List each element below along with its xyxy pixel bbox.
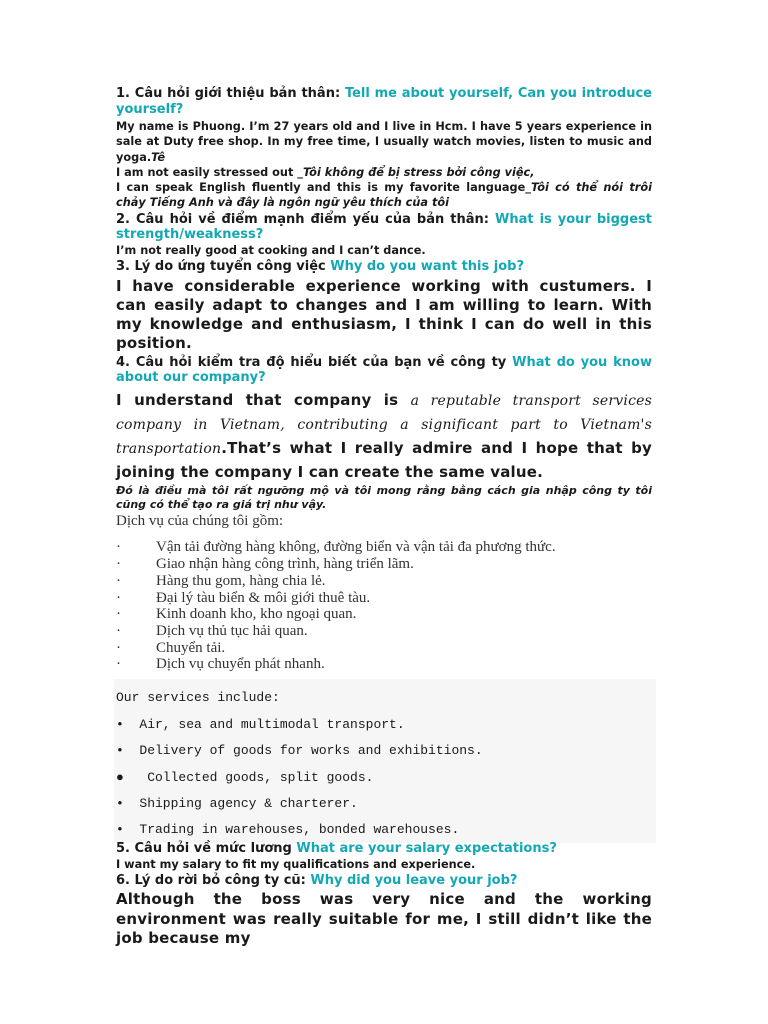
services-en-list: [116, 712, 656, 843]
answer-4-company-desc: a reputable transport services company in Vietnam, contributing a significant part to Vietnam's transportation: [116, 392, 652, 457]
answer-1-stress-vi: Tôi không để bị stress bởi công việc,: [302, 165, 535, 179]
answer-3: I have considerable experience working with custumers. I can easily adapt to changes and I am willing to learn. With my knowledge and enthusiasm, I think I can do well in this position.: [116, 276, 652, 353]
question-6-en: Why did you leave your job?: [310, 872, 518, 888]
service-vi-text: Kinh doanh kho, kho ngoại quan.: [156, 606, 357, 623]
answer-1-intro: [116, 119, 652, 165]
service-en-item: • Air, sea and multimodal transport.: [116, 717, 405, 733]
service-vi-text: Đại lý tàu biển & môi giới thuê tàu.: [156, 589, 371, 606]
answer-1-intro-vi: Tê: [151, 150, 166, 164]
answer-1-intro-text: My name is Phuong. I’m 27 years old and I live in Hcm. I have 5 years experience in sale at Duty free shop. In my free time, I usually watch movies, listen to music and yoga.: [116, 120, 652, 164]
service-vi-text: Dịch vụ thủ tục hải quan.: [156, 622, 308, 639]
services-vi-title: Dịch vụ của chúng tôi gồm:: [116, 512, 284, 529]
service-vi-item: [116, 539, 652, 556]
question-3-en: Why do you want this job?: [330, 259, 525, 275]
question-5-en: What are your salary expectations?: [296, 841, 557, 857]
services-en-title: Our services include:: [116, 690, 280, 706]
answer-4: [116, 389, 652, 484]
bullet-icon: ·: [116, 606, 121, 623]
question-2: [116, 212, 652, 243]
question-5: [116, 841, 652, 857]
answer-1-english: [116, 180, 652, 211]
answer-4-part1: I understand that company is: [116, 390, 411, 409]
answer-1-stress: [116, 165, 652, 180]
services-vi: [116, 513, 652, 673]
answer-6: Although the boss was very nice and the working environment was really suitable for me, I still didn’t like the job because my: [116, 890, 652, 947]
service-vi-text: Hàng thu gom, hàng chia lẻ.: [156, 572, 326, 589]
question-5-vi: 5. Câu hỏi về mức lương: [116, 841, 297, 857]
service-vi-text: Dịch vụ chuyển phát nhanh.: [156, 656, 325, 673]
bullet-icon: ·: [116, 622, 121, 639]
service-en-item: • Trading in warehouses, bonded warehouses.: [116, 821, 460, 837]
question-4: [116, 355, 652, 386]
service-vi-item: [116, 573, 652, 590]
services-vi-list: [116, 539, 652, 673]
bullet-icon: ·: [116, 539, 121, 556]
question-3: [116, 259, 652, 275]
service-vi-item: [116, 556, 652, 573]
answer-2: I’m not really good at cooking and I can’t dance.: [116, 243, 426, 257]
service-vi-text: Vận tải đường hàng không, đường biển và vận tải đa phương thức.: [156, 539, 556, 556]
service-en-item: • Shipping agency & charterer.: [116, 795, 358, 811]
answer-1-stress-text: I am not easily stressed out _: [116, 165, 303, 179]
bullet-icon: ·: [116, 572, 121, 589]
service-vi-item: [116, 640, 652, 657]
bullet-icon: ·: [116, 589, 121, 606]
question-6-vi: 6. Lý do rời bỏ công ty cũ:: [116, 872, 311, 888]
document-page: [116, 86, 652, 948]
answer-4-part3: .That’s what I really admire and I hope that by joining the company I can create the same value.: [116, 438, 652, 481]
question-1: [116, 86, 652, 117]
question-1-en: Tell me about yourself, Can you introduce yourself?: [116, 86, 652, 117]
question-3-vi: 3. Lý do ứng tuyển công việc: [116, 259, 331, 275]
service-vi-item: [116, 590, 652, 607]
service-vi-text: Chuyển tải.: [156, 639, 226, 656]
answer-4-vi: Đó là điều mà tôi rất ngưỡng mộ và tôi mong rằng bằng cách gia nhập công ty tôi cũng có thể tạo ra giá trị như vậy.: [116, 483, 652, 512]
service-en-item: • Delivery of goods for works and exhibitions.: [116, 743, 483, 759]
question-2-en: What is your biggest strength/weakness?: [116, 211, 653, 243]
services-en-box: [114, 679, 656, 843]
bullet-icon: ·: [116, 556, 121, 573]
service-en-item: ● Collected goods, split goods.: [116, 769, 374, 785]
bullet-icon: ·: [116, 639, 121, 656]
answer-1-english-vi: Tôi có thể nói trôi chảy Tiếng Anh và đây là ngôn ngữ yêu thích của tôi: [116, 181, 652, 210]
question-2-vi: 2. Câu hỏi về điểm mạnh điểm yếu của bản thân:: [116, 211, 495, 227]
answer-5: I want my salary to fit my qualifications and experience.: [116, 857, 476, 871]
service-vi-item: [116, 606, 652, 623]
service-vi-item: [116, 623, 652, 640]
question-4-vi: 4. Câu hỏi kiểm tra độ hiểu biết của bạn về công ty: [116, 354, 513, 370]
question-4-en: What do you know about our company?: [116, 354, 653, 386]
service-vi-item: [116, 656, 652, 673]
answer-1-english-text: I can speak English fluently and this is my favorite language_: [116, 181, 531, 195]
bullet-icon: ·: [116, 656, 121, 673]
question-6: [116, 873, 652, 889]
service-vi-text: Giao nhận hàng công trình, hàng triển lãm.: [156, 556, 414, 573]
question-1-vi: 1. Câu hỏi giới thiệu bản thân:: [116, 86, 345, 101]
